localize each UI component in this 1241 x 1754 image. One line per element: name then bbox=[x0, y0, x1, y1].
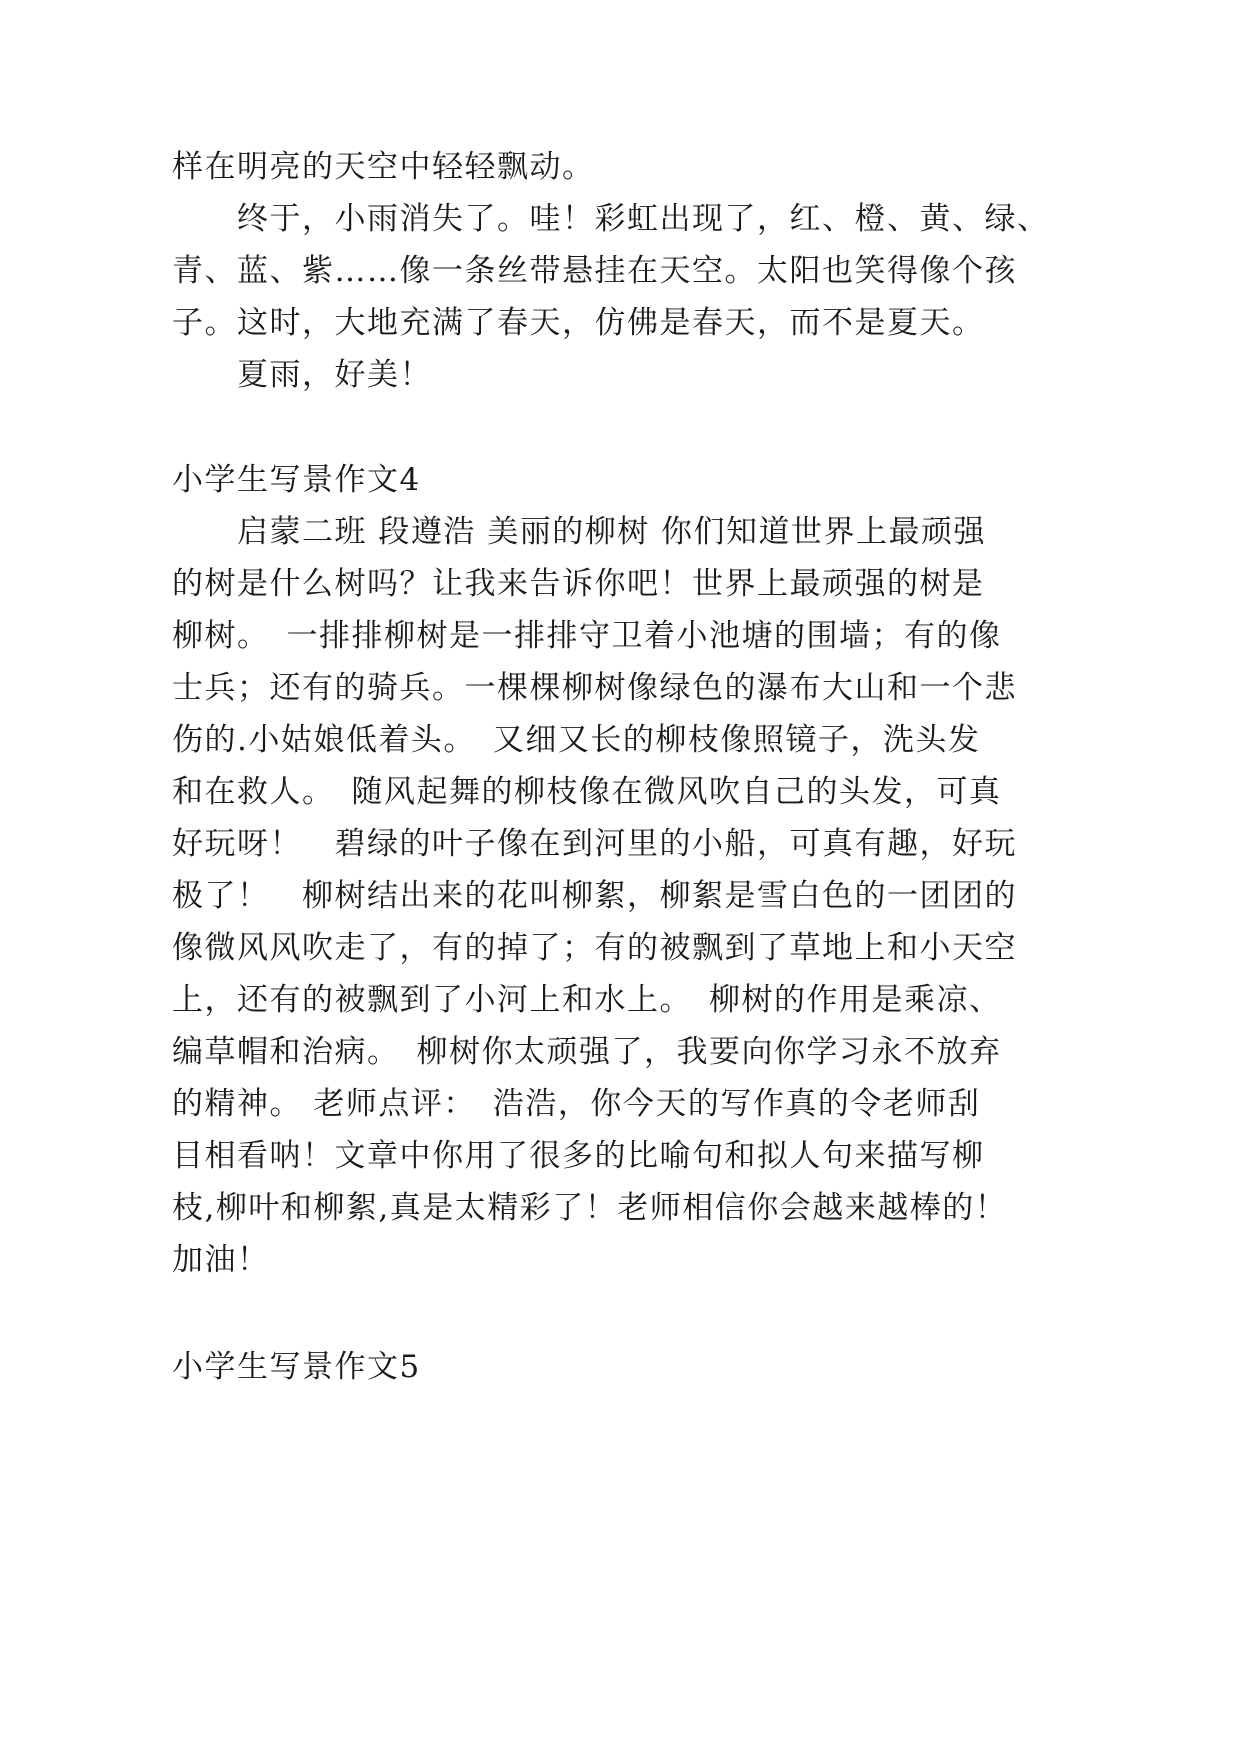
body-text-line: 子。这时，大地充满了春天，仿佛是春天，而不是夏天。 bbox=[172, 305, 985, 341]
body-text-line: 终于，小雨消失了。哇！彩虹出现了，红、橙、黄、绿、 bbox=[172, 201, 1050, 237]
body-text-line: 编草帽和治病。 柳树你太顽强了，我要向你学习永不放弃 bbox=[172, 1034, 1002, 1070]
body-text-line: 士兵；还有的骑兵。一棵棵柳树像绿色的瀑布大山和一个悲 bbox=[172, 670, 1017, 706]
body-text-line: 启蒙二班 段遵浩 美丽的柳树 你们知道世界上最顽强 bbox=[172, 514, 987, 550]
body-text-line: 像微风风吹走了，有的掉了；有的被飘到了草地上和小天空 bbox=[172, 930, 1017, 966]
body-text-line: 的树是什么树吗？让我来告诉你吧！世界上最顽强的树是 bbox=[172, 566, 985, 602]
body-text-line: 柳树。 一排排柳树是一排排守卫着小池塘的围墙；有的像 bbox=[172, 618, 1002, 654]
section-heading: 小学生写景作文5 bbox=[172, 1349, 421, 1385]
body-text-line: 青、蓝、紫……像一条丝带悬挂在天空。太阳也笑得像个孩 bbox=[172, 253, 1017, 289]
body-text-line: 极了！ 柳树结出来的花叫柳絮，柳絮是雪白色的一团团的 bbox=[172, 878, 1017, 914]
body-text-line: 样在明亮的天空中轻轻飘动。 bbox=[172, 149, 595, 185]
body-text-line: 上，还有的被飘到了小河上和水上。 柳树的作用是乘凉、 bbox=[172, 982, 1002, 1018]
body-text-line: 夏雨，好美！ bbox=[172, 357, 432, 393]
body-text-line: 好玩呀！ 碧绿的叶子像在到河里的小船，可真有趣，好玩 bbox=[172, 826, 1017, 862]
body-text-line: 伤的.小姑娘低着头。 又细又长的柳枝像照镜子，洗头发 bbox=[172, 722, 981, 758]
body-text-line: 加油！ bbox=[172, 1242, 270, 1278]
body-text-line: 目相看呐！文章中你用了很多的比喻句和拟人句来描写柳 bbox=[172, 1138, 985, 1174]
section-heading: 小学生写景作文4 bbox=[172, 462, 421, 498]
body-text-line: 枝,柳叶和柳絮,真是太精彩了！老师相信你会越来越棒的！ bbox=[172, 1190, 1008, 1226]
body-text-line: 和在救人。 随风起舞的柳枝像在微风吹自己的头发，可真 bbox=[172, 774, 1002, 810]
body-text-line: 的精神。 老师点评： 浩浩，你今天的写作真的令老师刮 bbox=[172, 1086, 981, 1122]
